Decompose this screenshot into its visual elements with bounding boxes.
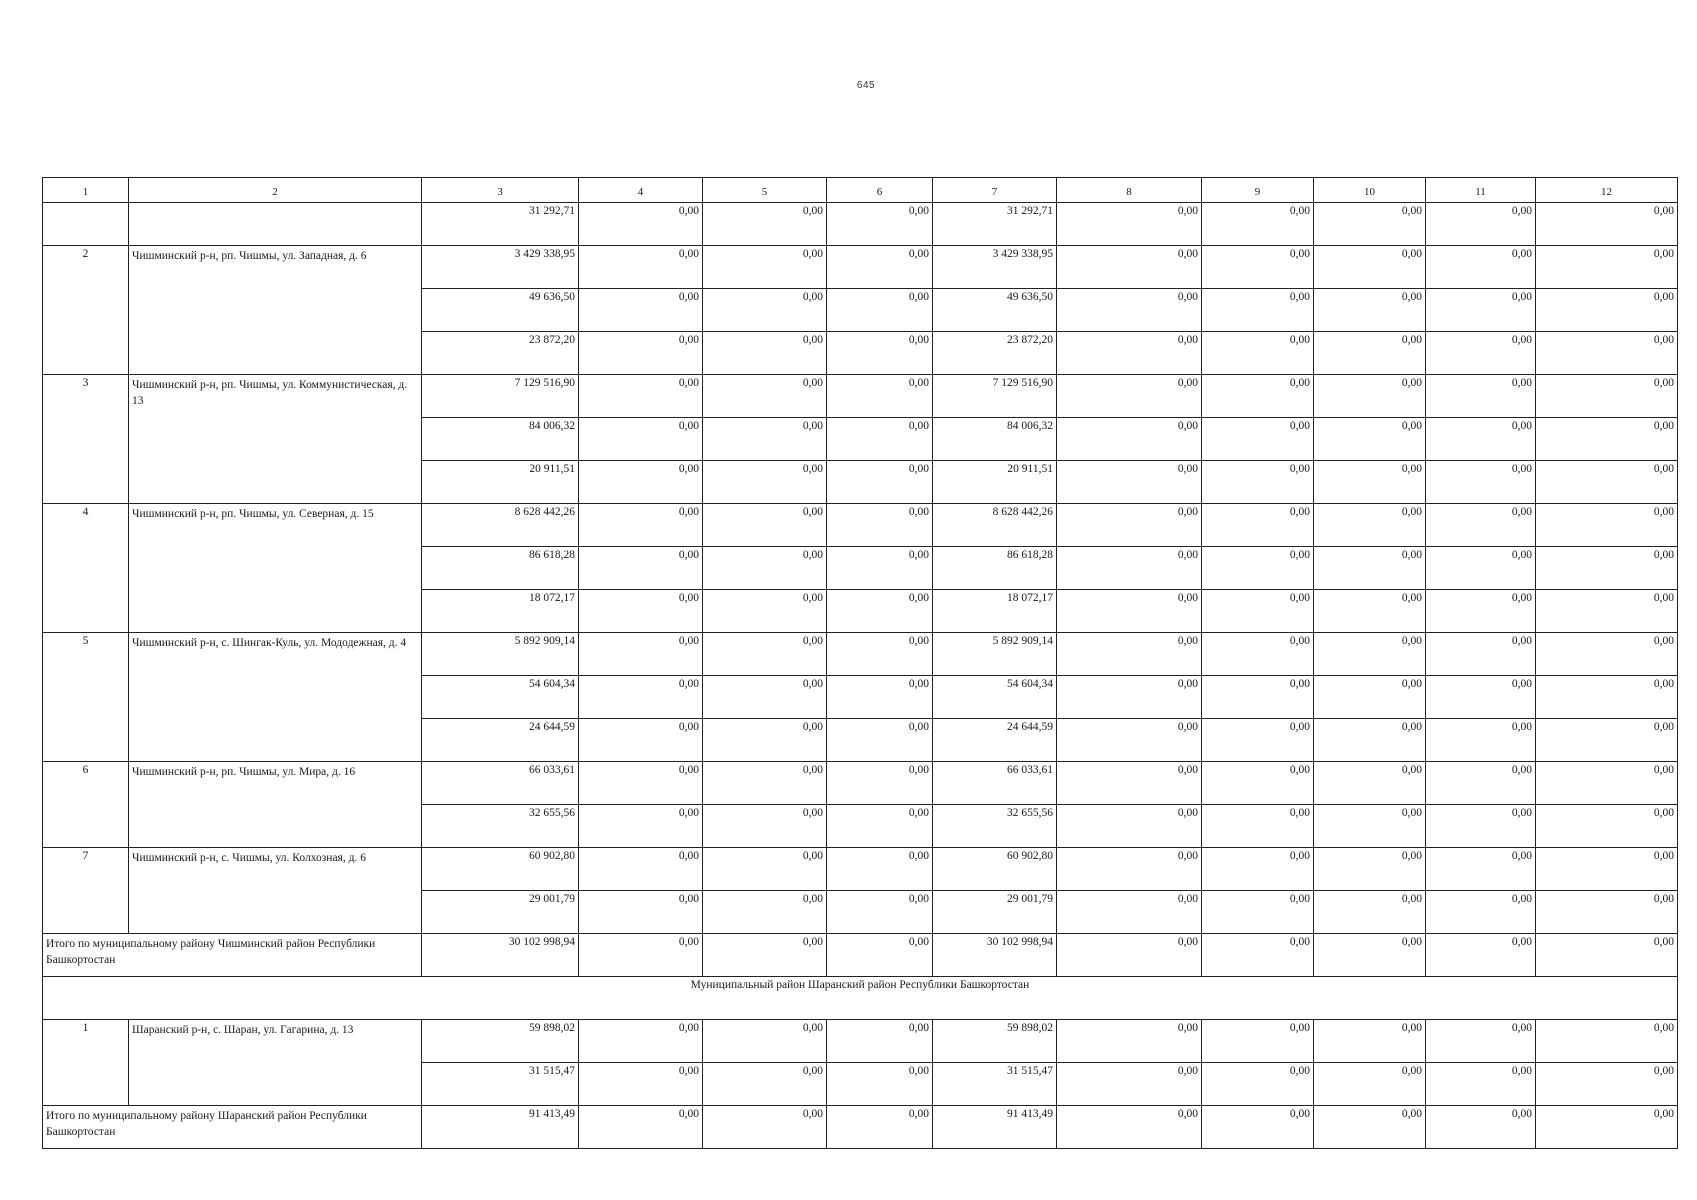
value-cell: 0,00 xyxy=(1314,332,1426,375)
value-cell: 0,00 xyxy=(1426,289,1536,332)
value-cell: 0,00 xyxy=(1426,762,1536,805)
value-cell: 0,00 xyxy=(1426,547,1536,590)
value-cell: 0,00 xyxy=(1536,418,1678,461)
value-cell: 0,00 xyxy=(1426,203,1536,246)
value-cell: 0,00 xyxy=(1314,934,1426,977)
value-cell: 0,00 xyxy=(1536,891,1678,934)
value-cell: 0,00 xyxy=(1314,289,1426,332)
value-cell: 0,00 xyxy=(579,461,703,504)
value-cell: 0,00 xyxy=(1314,848,1426,891)
value-cell: 0,00 xyxy=(827,203,933,246)
row-index: 6 xyxy=(43,762,129,848)
value-cell: 0,00 xyxy=(827,590,933,633)
value-cell: 0,00 xyxy=(827,418,933,461)
value-cell: 59 898,02 xyxy=(422,1020,579,1063)
address-cell xyxy=(129,203,422,246)
value-cell: 7 129 516,90 xyxy=(422,375,579,418)
value-cell: 0,00 xyxy=(1202,934,1314,977)
value-cell: 0,00 xyxy=(1536,1063,1678,1106)
value-cell: 0,00 xyxy=(579,504,703,547)
value-cell: 0,00 xyxy=(703,547,827,590)
value-cell: 0,00 xyxy=(1057,547,1202,590)
row-index: 5 xyxy=(43,633,129,762)
value-cell: 86 618,28 xyxy=(422,547,579,590)
value-cell: 0,00 xyxy=(1202,547,1314,590)
value-cell: 0,00 xyxy=(579,332,703,375)
value-cell: 0,00 xyxy=(1057,762,1202,805)
value-cell: 20 911,51 xyxy=(422,461,579,504)
value-cell: 66 033,61 xyxy=(933,762,1057,805)
total-row xyxy=(43,1106,1678,1149)
value-cell: 0,00 xyxy=(1426,848,1536,891)
value-cell: 0,00 xyxy=(1202,848,1314,891)
value-cell: 0,00 xyxy=(579,633,703,676)
row-index xyxy=(43,203,129,246)
value-cell: 84 006,32 xyxy=(422,418,579,461)
value-cell: 0,00 xyxy=(827,805,933,848)
register-table xyxy=(42,177,1678,1149)
value-cell: 0,00 xyxy=(1202,805,1314,848)
header-cell: 1 xyxy=(43,178,129,203)
value-cell: 0,00 xyxy=(1314,547,1426,590)
header-cell: 2 xyxy=(129,178,422,203)
value-cell: 0,00 xyxy=(1202,891,1314,934)
value-cell: 0,00 xyxy=(1057,848,1202,891)
value-cell: 0,00 xyxy=(703,762,827,805)
value-cell: 0,00 xyxy=(1426,633,1536,676)
table-row xyxy=(43,246,1678,289)
value-cell: 59 898,02 xyxy=(933,1020,1057,1063)
value-cell: 0,00 xyxy=(1314,633,1426,676)
value-cell: 0,00 xyxy=(1536,805,1678,848)
row-index: 1 xyxy=(43,1020,129,1106)
value-cell: 0,00 xyxy=(1202,504,1314,547)
value-cell: 0,00 xyxy=(1536,547,1678,590)
value-cell: 0,00 xyxy=(827,891,933,934)
value-cell: 5 892 909,14 xyxy=(933,633,1057,676)
value-cell: 0,00 xyxy=(827,1106,933,1149)
value-cell: 0,00 xyxy=(703,676,827,719)
value-cell: 0,00 xyxy=(1536,590,1678,633)
value-cell: 0,00 xyxy=(827,676,933,719)
header-cell: 9 xyxy=(1202,178,1314,203)
value-cell: 49 636,50 xyxy=(422,289,579,332)
value-cell: 0,00 xyxy=(1057,719,1202,762)
value-cell: 29 001,79 xyxy=(422,891,579,934)
value-cell: 3 429 338,95 xyxy=(933,246,1057,289)
table-header-row xyxy=(43,178,1678,203)
table-row xyxy=(43,633,1678,676)
value-cell: 0,00 xyxy=(1314,246,1426,289)
value-cell: 31 515,47 xyxy=(933,1063,1057,1106)
section-row xyxy=(43,977,1678,1020)
value-cell: 0,00 xyxy=(1314,762,1426,805)
value-cell: 0,00 xyxy=(827,375,933,418)
value-cell: 0,00 xyxy=(1536,762,1678,805)
value-cell: 0,00 xyxy=(703,891,827,934)
value-cell: 0,00 xyxy=(579,289,703,332)
value-cell: 0,00 xyxy=(1057,934,1202,977)
value-cell: 0,00 xyxy=(1536,633,1678,676)
value-cell: 0,00 xyxy=(703,332,827,375)
value-cell: 0,00 xyxy=(1057,418,1202,461)
value-cell: 0,00 xyxy=(579,848,703,891)
value-cell: 0,00 xyxy=(703,203,827,246)
value-cell: 49 636,50 xyxy=(933,289,1057,332)
value-cell: 0,00 xyxy=(1202,375,1314,418)
value-cell: 0,00 xyxy=(1426,246,1536,289)
value-cell: 0,00 xyxy=(579,203,703,246)
value-cell: 0,00 xyxy=(579,719,703,762)
value-cell: 0,00 xyxy=(1202,1020,1314,1063)
value-cell: 0,00 xyxy=(1057,1020,1202,1063)
value-cell: 0,00 xyxy=(1426,1063,1536,1106)
value-cell: 0,00 xyxy=(1202,203,1314,246)
value-cell: 0,00 xyxy=(1202,246,1314,289)
address-cell: Чишминский р-н, рп. Чишмы, ул. Западная, д. 6 xyxy=(129,246,422,375)
header-cell: 11 xyxy=(1426,178,1536,203)
value-cell: 91 413,49 xyxy=(933,1106,1057,1149)
value-cell: 0,00 xyxy=(1202,719,1314,762)
value-cell: 31 292,71 xyxy=(933,203,1057,246)
value-cell: 0,00 xyxy=(1314,1020,1426,1063)
value-cell: 30 102 998,94 xyxy=(933,934,1057,977)
value-cell: 0,00 xyxy=(1314,418,1426,461)
value-cell: 0,00 xyxy=(827,504,933,547)
value-cell: 31 515,47 xyxy=(422,1063,579,1106)
value-cell: 0,00 xyxy=(579,1063,703,1106)
value-cell: 60 902,80 xyxy=(933,848,1057,891)
value-cell: 0,00 xyxy=(579,1106,703,1149)
value-cell: 32 655,56 xyxy=(933,805,1057,848)
value-cell: 0,00 xyxy=(1202,418,1314,461)
value-cell: 0,00 xyxy=(1536,289,1678,332)
header-cell: 6 xyxy=(827,178,933,203)
value-cell: 0,00 xyxy=(1536,203,1678,246)
value-cell: 0,00 xyxy=(827,934,933,977)
value-cell: 0,00 xyxy=(1426,461,1536,504)
value-cell: 0,00 xyxy=(1426,1106,1536,1149)
value-cell: 86 618,28 xyxy=(933,547,1057,590)
address-cell: Чишминский р-н, рп. Чишмы, ул. Северная, д. 15 xyxy=(129,504,422,633)
value-cell: 0,00 xyxy=(1426,891,1536,934)
value-cell: 0,00 xyxy=(827,289,933,332)
value-cell: 0,00 xyxy=(1314,805,1426,848)
header-cell: 12 xyxy=(1536,178,1678,203)
header-cell: 3 xyxy=(422,178,579,203)
value-cell: 0,00 xyxy=(827,633,933,676)
value-cell: 0,00 xyxy=(1426,418,1536,461)
header-cell: 8 xyxy=(1057,178,1202,203)
value-cell: 0,00 xyxy=(703,633,827,676)
value-cell: 0,00 xyxy=(579,590,703,633)
total-row xyxy=(43,934,1678,977)
value-cell: 0,00 xyxy=(579,805,703,848)
table-row xyxy=(43,375,1678,418)
value-cell: 84 006,32 xyxy=(933,418,1057,461)
value-cell: 5 892 909,14 xyxy=(422,633,579,676)
value-cell: 8 628 442,26 xyxy=(422,504,579,547)
value-cell: 0,00 xyxy=(1536,332,1678,375)
value-cell: 0,00 xyxy=(827,719,933,762)
value-cell: 0,00 xyxy=(1314,375,1426,418)
value-cell: 31 292,71 xyxy=(422,203,579,246)
row-index: 7 xyxy=(43,848,129,934)
value-cell: 0,00 xyxy=(1426,332,1536,375)
value-cell: 54 604,34 xyxy=(422,676,579,719)
value-cell: 0,00 xyxy=(1314,1063,1426,1106)
value-cell: 0,00 xyxy=(1536,375,1678,418)
total-label: Итого по муниципальному району Шаранский район Республики Башкортостан xyxy=(43,1106,422,1149)
address-cell: Чишминский р-н, рп. Чишмы, ул. Мира, д. 16 xyxy=(129,762,422,848)
table-row xyxy=(43,504,1678,547)
value-cell: 0,00 xyxy=(1426,934,1536,977)
value-cell: 0,00 xyxy=(579,375,703,418)
value-cell: 0,00 xyxy=(1202,1063,1314,1106)
value-cell: 0,00 xyxy=(1426,719,1536,762)
value-cell: 0,00 xyxy=(579,246,703,289)
value-cell: 0,00 xyxy=(703,418,827,461)
value-cell: 0,00 xyxy=(1314,203,1426,246)
value-cell: 0,00 xyxy=(1314,676,1426,719)
value-cell: 0,00 xyxy=(1202,289,1314,332)
value-cell: 0,00 xyxy=(1314,1106,1426,1149)
header-cell: 4 xyxy=(579,178,703,203)
value-cell: 0,00 xyxy=(1057,891,1202,934)
row-index: 4 xyxy=(43,504,129,633)
value-cell: 0,00 xyxy=(579,891,703,934)
value-cell: 54 604,34 xyxy=(933,676,1057,719)
value-cell: 60 902,80 xyxy=(422,848,579,891)
value-cell: 29 001,79 xyxy=(933,891,1057,934)
value-cell: 0,00 xyxy=(1536,676,1678,719)
value-cell: 0,00 xyxy=(827,848,933,891)
value-cell: 0,00 xyxy=(1426,805,1536,848)
value-cell: 0,00 xyxy=(703,848,827,891)
value-cell: 3 429 338,95 xyxy=(422,246,579,289)
address-cell: Шаранский р-н, с. Шаран, ул. Гагарина, д. 13 xyxy=(129,1020,422,1106)
value-cell: 0,00 xyxy=(1536,246,1678,289)
value-cell: 18 072,17 xyxy=(422,590,579,633)
value-cell: 0,00 xyxy=(703,504,827,547)
value-cell: 0,00 xyxy=(1536,1106,1678,1149)
value-cell: 0,00 xyxy=(1202,633,1314,676)
value-cell: 0,00 xyxy=(1057,461,1202,504)
value-cell: 30 102 998,94 xyxy=(422,934,579,977)
value-cell: 0,00 xyxy=(1057,375,1202,418)
value-cell: 0,00 xyxy=(1057,246,1202,289)
value-cell: 0,00 xyxy=(1426,375,1536,418)
value-cell: 0,00 xyxy=(1202,332,1314,375)
table-row xyxy=(43,1020,1678,1063)
value-cell: 0,00 xyxy=(1536,504,1678,547)
value-cell: 24 644,59 xyxy=(422,719,579,762)
value-cell: 0,00 xyxy=(1057,203,1202,246)
value-cell: 0,00 xyxy=(1426,1020,1536,1063)
page-number: 645 xyxy=(856,80,876,91)
value-cell: 24 644,59 xyxy=(933,719,1057,762)
table-row xyxy=(43,848,1678,891)
value-cell: 0,00 xyxy=(1057,633,1202,676)
table-row xyxy=(43,762,1678,805)
header-cell: 7 xyxy=(933,178,1057,203)
value-cell: 0,00 xyxy=(1202,762,1314,805)
value-cell: 0,00 xyxy=(1426,590,1536,633)
value-cell: 0,00 xyxy=(1202,1106,1314,1149)
value-cell: 0,00 xyxy=(1057,805,1202,848)
header-cell: 5 xyxy=(703,178,827,203)
value-cell: 0,00 xyxy=(1536,461,1678,504)
value-cell: 0,00 xyxy=(1057,1063,1202,1106)
value-cell: 0,00 xyxy=(827,1020,933,1063)
value-cell: 0,00 xyxy=(1314,891,1426,934)
value-cell: 0,00 xyxy=(1536,848,1678,891)
value-cell: 0,00 xyxy=(579,762,703,805)
value-cell: 0,00 xyxy=(1057,504,1202,547)
value-cell: 0,00 xyxy=(1057,1106,1202,1149)
value-cell: 0,00 xyxy=(579,934,703,977)
value-cell: 66 033,61 xyxy=(422,762,579,805)
value-cell: 0,00 xyxy=(827,332,933,375)
value-cell: 0,00 xyxy=(703,590,827,633)
value-cell: 0,00 xyxy=(1202,676,1314,719)
section-title: Муниципальный район Шаранский район Республики Башкортостан xyxy=(43,977,1678,1020)
value-cell: 0,00 xyxy=(1057,289,1202,332)
value-cell: 0,00 xyxy=(703,461,827,504)
value-cell: 23 872,20 xyxy=(933,332,1057,375)
address-cell: Чишминский р-н, с. Чишмы, ул. Колхозная, д. 6 xyxy=(129,848,422,934)
total-label: Итого по муниципальному району Чишминский район Республики Башкортостан xyxy=(43,934,422,977)
value-cell: 0,00 xyxy=(579,1020,703,1063)
value-cell: 0,00 xyxy=(1536,934,1678,977)
value-cell: 23 872,20 xyxy=(422,332,579,375)
value-cell: 0,00 xyxy=(1314,590,1426,633)
value-cell: 0,00 xyxy=(703,934,827,977)
value-cell: 0,00 xyxy=(703,375,827,418)
address-cell: Чишминский р-н, с. Шингак-Куль, ул. Мододежная, д. 4 xyxy=(129,633,422,762)
value-cell: 0,00 xyxy=(703,1063,827,1106)
table-row xyxy=(43,203,1678,246)
value-cell: 0,00 xyxy=(703,246,827,289)
value-cell: 0,00 xyxy=(579,547,703,590)
value-cell: 0,00 xyxy=(1057,676,1202,719)
value-cell: 0,00 xyxy=(703,805,827,848)
value-cell: 0,00 xyxy=(703,1020,827,1063)
value-cell: 0,00 xyxy=(827,1063,933,1106)
value-cell: 18 072,17 xyxy=(933,590,1057,633)
value-cell: 8 628 442,26 xyxy=(933,504,1057,547)
row-index: 2 xyxy=(43,246,129,375)
value-cell: 0,00 xyxy=(703,1106,827,1149)
value-cell: 0,00 xyxy=(1057,332,1202,375)
value-cell: 32 655,56 xyxy=(422,805,579,848)
value-cell: 0,00 xyxy=(1314,719,1426,762)
value-cell: 0,00 xyxy=(1202,590,1314,633)
value-cell: 0,00 xyxy=(827,547,933,590)
value-cell: 7 129 516,90 xyxy=(933,375,1057,418)
address-cell: Чишминский р-н, рп. Чишмы, ул. Коммунистическая, д. 13 xyxy=(129,375,422,504)
value-cell: 91 413,49 xyxy=(422,1106,579,1149)
value-cell: 0,00 xyxy=(827,461,933,504)
value-cell: 0,00 xyxy=(1426,676,1536,719)
value-cell: 0,00 xyxy=(579,676,703,719)
value-cell: 0,00 xyxy=(1314,504,1426,547)
value-cell: 0,00 xyxy=(1057,590,1202,633)
value-cell: 20 911,51 xyxy=(933,461,1057,504)
header-cell: 10 xyxy=(1314,178,1426,203)
value-cell: 0,00 xyxy=(1202,461,1314,504)
value-cell: 0,00 xyxy=(1536,1020,1678,1063)
row-index: 3 xyxy=(43,375,129,504)
value-cell: 0,00 xyxy=(1314,461,1426,504)
value-cell: 0,00 xyxy=(1426,504,1536,547)
value-cell: 0,00 xyxy=(703,289,827,332)
value-cell: 0,00 xyxy=(827,246,933,289)
value-cell: 0,00 xyxy=(1536,719,1678,762)
value-cell: 0,00 xyxy=(703,719,827,762)
value-cell: 0,00 xyxy=(579,418,703,461)
value-cell: 0,00 xyxy=(827,762,933,805)
